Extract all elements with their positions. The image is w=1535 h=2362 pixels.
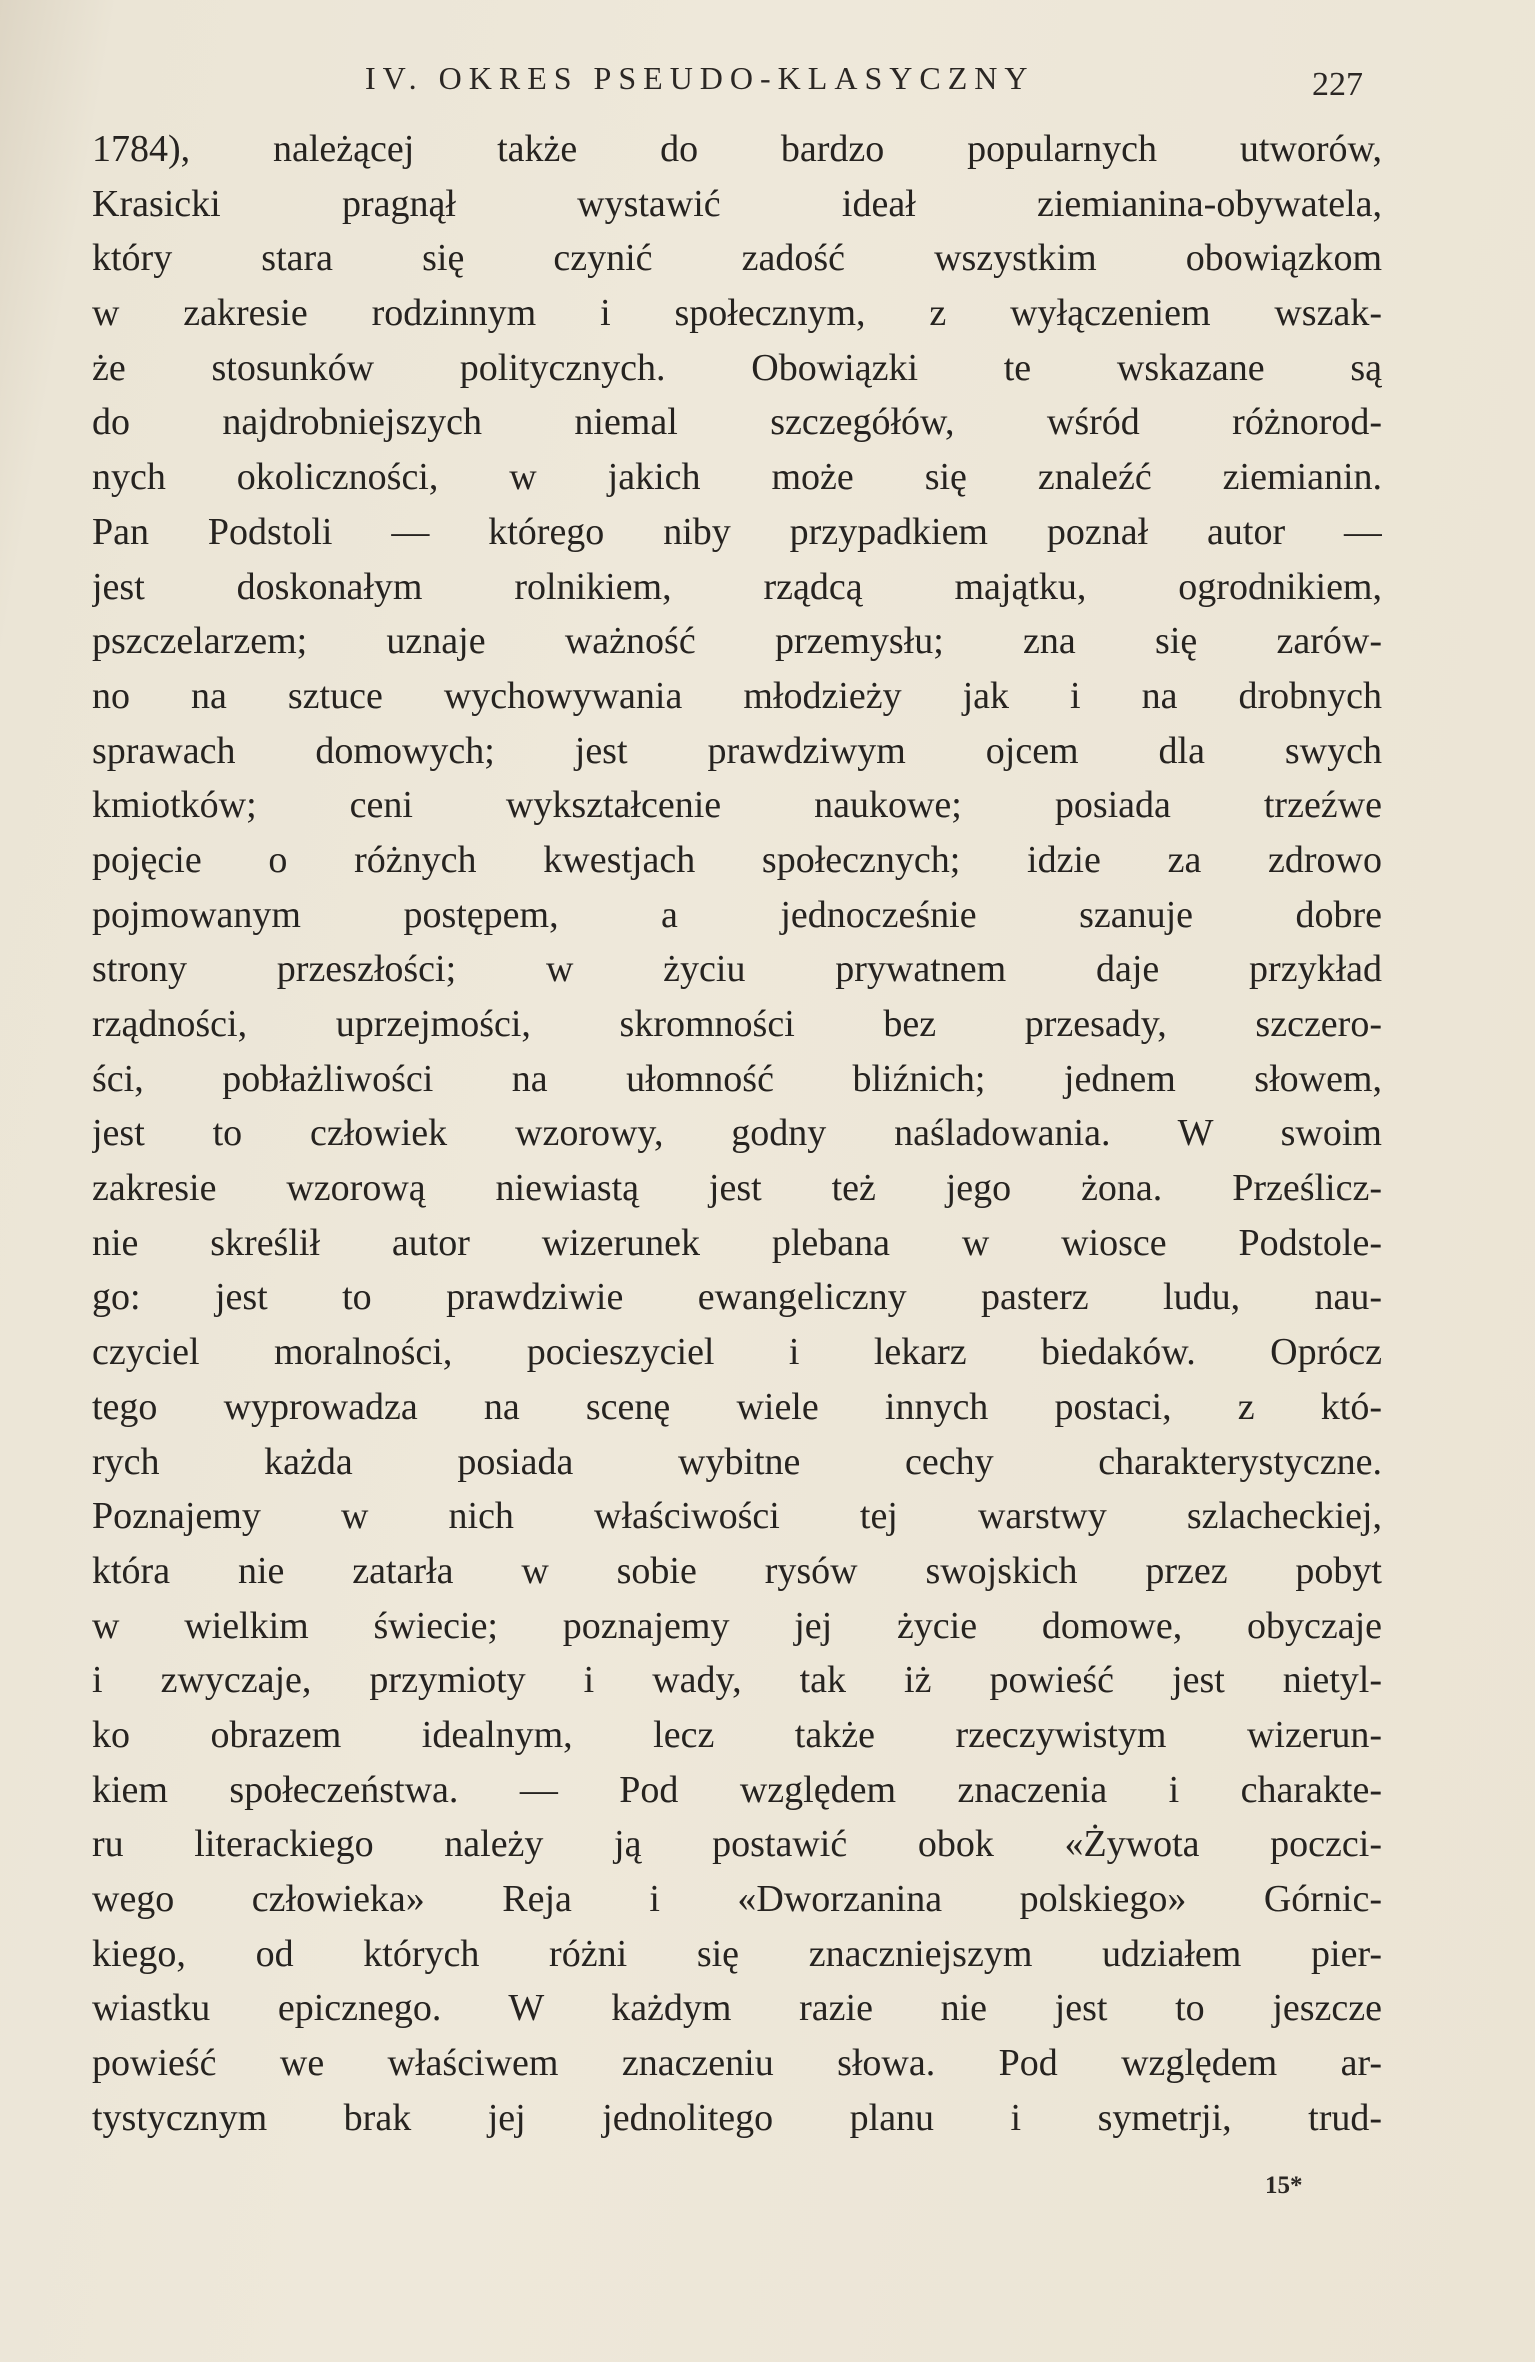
printer-signature: 15* [1265, 2172, 1303, 2199]
text-line: rych każda posiada wybitne cechy charakterystyczne. [92, 1440, 1382, 1483]
text-line: tystycznym brak jej jednolitego planu i symetrji, trud- [92, 2096, 1382, 2139]
text-line: do najdrobniejszych niemal szczegółów, wśród różnorod- [92, 401, 1382, 444]
page-header [0, 60, 1535, 104]
text-line: 1784), należącej także do bardzo popularnych utworów, [92, 128, 1382, 170]
text-line: powieść we właściwem znaczeniu słowa. Pod względem ar- [92, 2042, 1382, 2085]
text-line: kmiotków; ceni wykształcenie naukowe; posiada trzeźwe [92, 784, 1382, 827]
body-text [92, 122, 1382, 2145]
text-line: ści, pobłażliwości na ułomność bliźnich; jednem słowem, [92, 1057, 1382, 1100]
text-line: nie skreślił autor wizerunek plebana w wiosce Podstole- [92, 1221, 1382, 1264]
text-line: i zwyczaje, przymioty i wady, tak iż powieść jest nietyl- [92, 1659, 1382, 1702]
text-line: że stosunków politycznych. Obowiązki te wskazane są [92, 346, 1382, 389]
text-line: strony przeszłości; w życiu prywatnem daje przykład [92, 948, 1382, 991]
text-line: wego człowieka» Reja i «Dworzanina polskiego» Górnic- [92, 1878, 1382, 1920]
text-line: nych okoliczności, w jakich może się znaleźć ziemianin. [92, 456, 1382, 499]
text-line: wiastku epicznego. W każdym razie nie jest to jeszcze [92, 1987, 1382, 2030]
text-line: czyciel moralności, pocieszyciel i lekarz biedaków. Oprócz [92, 1331, 1382, 1374]
text-line: jest to człowiek wzorowy, godny naśladowania. W swoim [92, 1112, 1382, 1155]
text-line: Krasicki pragnął wystawić ideał ziemianina-obywatela, [92, 182, 1382, 225]
text-line: ru literackiego należy ją postawić obok «Żywota poczci- [92, 1823, 1382, 1866]
running-head: IV. OKRES PSEUDO-KLASYCZNY [365, 60, 1035, 96]
text-line: pojęcie o różnych kwestjach społecznych; idzie za zdrowo [92, 838, 1382, 881]
text-line: rządności, uprzejmości, skromności bez przesady, szczero- [92, 1003, 1382, 1045]
text-line: pszczelarzem; uznaje ważność przemysłu; zna się zarów- [92, 620, 1382, 663]
text-line: kiem społeczeństwa. — Pod względem znaczenia i charakte- [92, 1768, 1382, 1811]
text-line: pojmowanym postępem, a jednocześnie szanuje dobre [92, 893, 1382, 936]
text-line: która nie zatarła w sobie rysów swojskich przez pobyt [92, 1549, 1382, 1592]
text-line: kiego, od których różni się znaczniejszym udziałem pier- [92, 1932, 1382, 1975]
text-line: Pan Podstoli — którego niby przypadkiem poznał autor — [92, 510, 1382, 553]
text-line: który stara się czynić zadość wszystkim obowiązkom [92, 237, 1382, 280]
text-line: sprawach domowych; jest prawdziwym ojcem dla swych [92, 729, 1382, 772]
text-line: w wielkim świecie; poznajemy jej życie domowe, obyczaje [92, 1604, 1382, 1647]
text-line: ko obrazem idealnym, lecz także rzeczywistym wizerun- [92, 1713, 1382, 1756]
text-line: Poznajemy w nich właściwości tej warstwy szlacheckiej, [92, 1495, 1382, 1538]
text-line: jest doskonałym rolnikiem, rządcą majątku, ogrodnikiem, [92, 565, 1382, 608]
text-line: go: jest to prawdziwie ewangeliczny pasterz ludu, nau- [92, 1276, 1382, 1319]
text-line: tego wyprowadza na scenę wiele innych postaci, z któ- [92, 1385, 1382, 1428]
page-number: 227 [1312, 66, 1363, 103]
text-line: no na sztuce wychowywania młodzieży jak i na drobnych [92, 674, 1382, 717]
text-line: zakresie wzorową niewiastą jest też jego żona. Prześlicz- [92, 1167, 1382, 1210]
text-line: w zakresie rodzinnym i społecznym, z wyłączeniem wszak- [92, 292, 1382, 335]
